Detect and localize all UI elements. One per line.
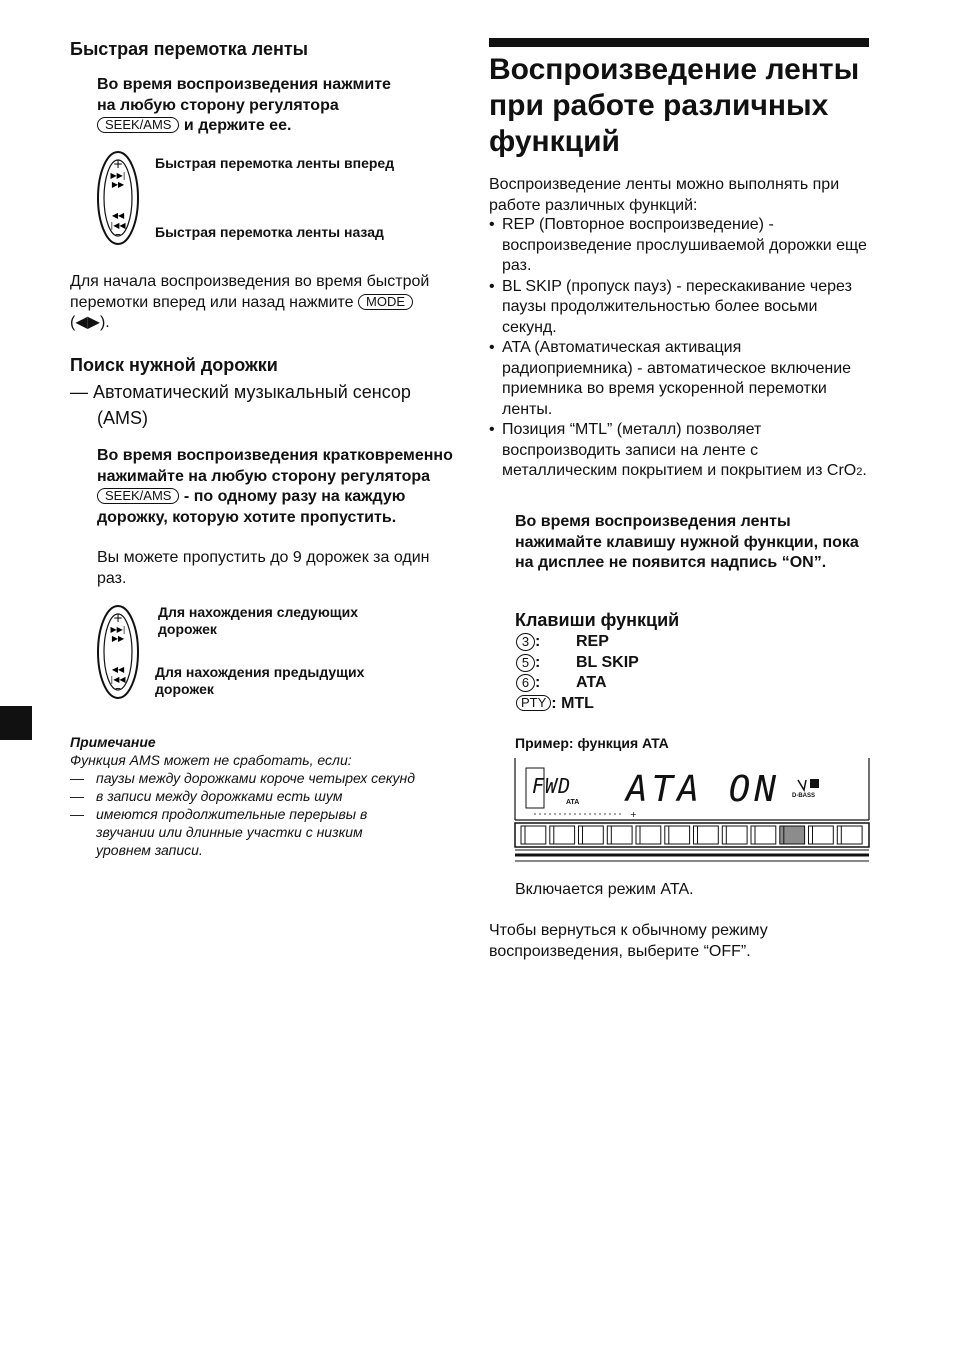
bullet-ata: • ATA (Автоматическая активация радиоприемника) - автоматическое включение приемника во время ускоренной перемотки ленты. (489, 338, 869, 420)
func-key-label: REP (576, 633, 609, 650)
key-5: 5 (516, 654, 535, 672)
svg-text:–: – (115, 681, 121, 695)
ata-on-text: Включается режим ATA. (515, 881, 694, 898)
label-fast-forward: Быстрая перемотка ленты вперед (155, 155, 395, 171)
play-text-part1: Для начала воспроизведения во время быстрой перемотки вперед или назад нажмите (70, 273, 430, 311)
display-fwd-text: FWD (532, 774, 572, 798)
func-key-row: 5 : BL SKIP (516, 653, 639, 674)
track-instr-part1: Во время воспроизведения кратковременно нажимайте на любую сторону регулятора (97, 447, 453, 485)
func-key-row: 6 : ATA (516, 673, 639, 694)
return-text: Чтобы вернуться к обычному режиму воспроизведения, выберите “OFF”. (489, 922, 768, 960)
play-text-part2: (◀▶). (70, 314, 110, 331)
mtl-subscript: 2 (856, 466, 863, 478)
svg-text:▶▶: ▶▶ (111, 634, 125, 643)
svg-text:▶▶: ▶▶ (111, 180, 125, 189)
note-title: Примечание (70, 734, 156, 750)
svg-text:–: – (115, 227, 121, 241)
func-key-label: MTL (561, 694, 594, 712)
track-instr-part2: - по одному разу на каждую дорожку, которую хотите пропустить. (97, 488, 406, 526)
note-item: — паузы между дорожками короче четырех секунд (70, 769, 420, 787)
svg-text:|◀◀: |◀◀ (110, 221, 126, 230)
note-intro: Функция AMS может не сработать, если: (70, 752, 352, 768)
note-block (70, 733, 420, 859)
note-list (70, 769, 420, 859)
right-intro: Воспроизведение ленты можно выполнять при работе различных функций: (489, 176, 840, 214)
fast-wind-title: Быстрая перемотка ленты (70, 39, 309, 59)
svg-text:+: + (112, 157, 124, 171)
mtl-text: Позиция “MTL” (металл) позволяет воспроизводить записи на ленте с металлическим покрытием и покрытием из CrO (502, 421, 857, 479)
section-title: Воспроизведение ленты при работе различных функций (489, 53, 860, 158)
page-tab-marker (0, 706, 32, 740)
right-instruction: Во время воспроизведения ленты нажимайте клавишу нужной функции, пока на дисплее не появится надпись “ON”. (515, 513, 859, 571)
label-prev-tracks: Для нахождения предыдущих дорожек (155, 664, 365, 697)
seek-ams-control-illustration-2 (96, 604, 140, 700)
section-top-rule (489, 38, 869, 47)
fast-wind-instr-line2: на любую сторону регулятора (97, 96, 339, 114)
svg-text:+: + (112, 611, 124, 625)
bullet-rep: • REP (Повторное воспроизведение) - воспроизведение прослушиваемой дорожки еще раз. (489, 215, 869, 277)
func-key-row: PTY : MTL (516, 694, 639, 715)
note-item: — в записи между дорожками есть шум (70, 787, 420, 805)
key-6: 6 (516, 674, 535, 692)
display-illustration (514, 758, 870, 864)
track-search-instruction (97, 446, 457, 528)
func-key-row: 3 : REP (516, 632, 639, 653)
label-fast-rewind: Быстрая перемотка ленты назад (155, 224, 384, 240)
key-pty: PTY (516, 695, 551, 711)
svg-text:+: + (630, 810, 637, 819)
note-item: — имеются продолжительные перерывы в звучании или длинные участки с низким уровнем записи. (70, 805, 420, 859)
func-keys-table (516, 632, 639, 714)
fast-wind-play-text (70, 272, 430, 334)
func-keys-title: Клавиши функций (515, 610, 680, 630)
seek-ams-control-illustration (96, 150, 140, 246)
display-dbass-badge: D-BASS (792, 793, 816, 799)
fast-wind-instr-line1: Во время воспроизведения нажмите (97, 76, 391, 93)
svg-text:◀◀: ◀◀ (111, 665, 125, 674)
mode-key: MODE (358, 294, 413, 310)
display-ata-indicator: ATA (566, 799, 580, 806)
svg-text:◀◀: ◀◀ (111, 211, 125, 220)
svg-text:|◀◀: |◀◀ (110, 675, 126, 684)
svg-text:▶▶|: ▶▶| (110, 171, 126, 180)
bullet-mtl (489, 420, 869, 483)
display-main-text: ATA ON (626, 769, 781, 810)
function-bullets (489, 215, 869, 483)
track-skip-text: Вы можете пропустить до 9 дорожек за один раз. (97, 549, 430, 587)
display-button-row (521, 826, 862, 844)
label-next-tracks: Для нахождения следующих дорожек (158, 604, 358, 637)
example-label: Пример: функция ATA (515, 735, 669, 751)
svg-text:▶▶|: ▶▶| (110, 625, 126, 634)
seek-ams-key: SEEK/AMS (97, 117, 179, 133)
func-key-label: BL SKIP (576, 653, 639, 671)
track-search-subtitle: — Автоматический музыкальный сенсор (AMS) (70, 382, 411, 428)
mtl-end: . (862, 462, 867, 479)
func-key-label: ATA (576, 674, 607, 691)
display-bass-icon (796, 778, 822, 792)
fast-wind-instr-hold: и держите ее. (183, 117, 292, 134)
key-3: 3 (516, 633, 535, 651)
track-search-title: Поиск нужной дорожки (70, 355, 278, 375)
seek-ams-key-2: SEEK/AMS (97, 488, 179, 504)
bullet-bl-skip: • BL SKIP (пропуск пауз) - перескакивание через паузы продолжительностью более восьми секунд. (489, 277, 869, 339)
fast-wind-instruction (97, 75, 457, 137)
